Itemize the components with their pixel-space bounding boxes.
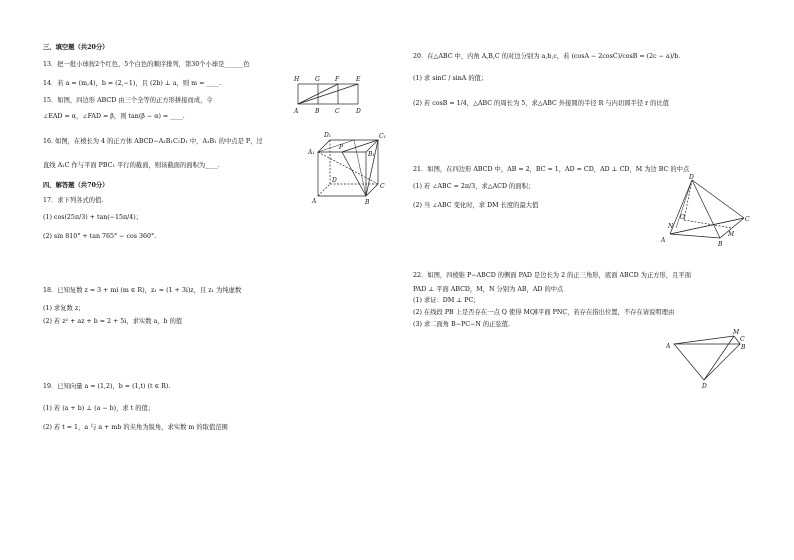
label-a: A <box>661 237 666 244</box>
label-d: D <box>332 177 337 184</box>
edge-dc <box>692 180 744 218</box>
section-line-1 <box>354 140 366 196</box>
segment-am <box>674 336 734 344</box>
question-22-part3: (3) 求二面角 B−PC−N 的正弦值. <box>413 321 511 328</box>
question-18-part1: (1) 求复数 z； <box>43 305 85 312</box>
question-16-line2: 直线 A₁C 作与平面 PBC₁ 平行的截面，则该截面的面积为____. <box>43 162 220 169</box>
question-14: 14．若 a = (m,4)，b = (2,−1)，且 (2b) ⊥ a，则 m = ____. <box>43 80 222 87</box>
section-line-2 <box>318 140 354 152</box>
label-a1: A₁ <box>308 149 315 156</box>
label-h: H <box>294 76 300 83</box>
question-20-part1: (1) 求 sinC / sinA 的值； <box>413 75 488 82</box>
label-c: C <box>380 183 385 190</box>
question-22-part2: (2) 在线段 PB 上是否存在一点 Q 使得 MQ∥平面 PNC，若存在指出位置，不存在请说明理由 <box>413 309 675 316</box>
label-m: M <box>733 329 740 336</box>
label-c: C <box>740 336 745 343</box>
question-20: 20．在△ABC 中，内角 A,B,C 的对边分别为 a,b,c，若 (cosA − 2cosC)/cosB = (2c − a)/b. <box>413 53 681 60</box>
question-21-part1: (1) 若 ∠ABC = 2π/3，求△ACD 的面积； <box>413 183 535 190</box>
question-13: 13．把一批小球按2个红色，5个白色的顺序排列，第30个小球是______色 <box>43 61 250 68</box>
question-18-part2: (2) 若 z² + az + b = 2 + 5i，求实数 a，b 的值 <box>43 318 183 325</box>
question-17-part1: (1) cos(25π/3) + tan(−15π/4)； <box>43 214 143 221</box>
label-e: E <box>356 76 361 83</box>
question-21-part2: (2) 当 ∠ABC 变化时，求 DM 长度的最大值 <box>413 202 539 209</box>
question-16-line1: 16. 如图，在棱长为 4 的正方体 ABCD−A₁B₁C₁D₁ 中，A₁B₁ 的中点是 P，过 <box>43 138 263 145</box>
label-c1: C₁ <box>379 133 386 140</box>
label-b: B <box>741 344 746 351</box>
question-19-part1: (1) 若 (a + b) ⊥ (a − b)，求 t 的值； <box>43 405 155 412</box>
label-c: C <box>745 216 750 223</box>
label-d: D <box>356 108 361 115</box>
question-18: 18．已知复数 z = 3 + mi (m ∈ R)，z₁ = (1 + 3i)z，且 z₁ 为纯虚数 <box>43 287 242 294</box>
label-b: B <box>315 108 320 115</box>
segment-bc1 <box>366 140 378 196</box>
quadrilateral-figure <box>660 176 752 248</box>
label-p: P <box>339 144 344 151</box>
section3-title: 三、填空题（共20分） <box>43 44 109 51</box>
question-15-line1: 15．如图，四边形 ABCD 由三个全等的正方形拼接而成，令 <box>43 97 213 104</box>
label-g: G <box>315 76 320 83</box>
label-o: O <box>680 214 685 221</box>
question-20-part2: (2) 若 cosB = 1/4，△ABC 的周长为 5，求△ABC 外接圆的半径 R 与内切圆半径 r 的比值 <box>413 100 670 107</box>
label-a: A <box>312 198 317 205</box>
segment-om <box>684 220 732 228</box>
label-a: A <box>666 343 671 350</box>
section4-title: 四、解答题（共70分） <box>43 182 109 189</box>
edge-db <box>692 180 720 238</box>
question-22-line1: 22．如图，四棱锥 P−ABCD 的侧面 PAD 是边长为 2 的正三角形，底面 ABCD 为正方形，且平面 <box>413 272 692 279</box>
diagonal-af <box>298 84 358 104</box>
edge-ad-hidden <box>318 184 330 196</box>
question-17-part2: (2) sin 810° + tan 765° − cos 360°. <box>43 233 157 240</box>
label-a: A <box>294 108 299 115</box>
question-19-part2: (2) 若 t = 1，a 与 a + mb 的夹角为锐角，求实数 m 的取值范围 <box>43 424 228 431</box>
cube-figure <box>308 132 388 206</box>
label-d1: D₁ <box>324 132 332 139</box>
label-b1: B₁ <box>368 151 375 158</box>
question-21: 21．如图，在四边形 ABCD 中，AB = 2，BC = 1，AD = CD，AD ⊥ CD，M 为边 BC 的中点 <box>413 166 690 173</box>
label-b: B <box>718 241 723 248</box>
label-m: M <box>728 231 735 238</box>
segment-pb <box>342 152 366 196</box>
three-squares-figure <box>292 74 370 120</box>
triangle-abd <box>674 344 740 380</box>
label-c: C <box>335 108 340 115</box>
edge-bc <box>366 184 378 196</box>
pyramid-base-figure <box>664 330 752 394</box>
label-b: B <box>365 199 370 206</box>
label-d: D <box>689 174 694 181</box>
question-19: 19．已知向量 a = (1,2)，b = (1,t) (t ∈ R). <box>43 383 171 390</box>
label-d: D <box>702 383 707 390</box>
question-22-line2: PAD ⊥ 平面 ABCD，M，N 分别为 AB，AD 的中点 <box>413 286 564 293</box>
label-f: F <box>335 76 340 83</box>
segment-md <box>704 336 734 380</box>
question-15-line2: ∠EAD = α，∠FAD = β，则 tan(β − α) = ____. <box>43 113 185 120</box>
label-n: N <box>668 223 674 230</box>
question-22-part1: (1) 求证：DM ⊥ PC； <box>413 297 480 304</box>
edge-da <box>670 180 692 234</box>
question-17: 17．求下列各式的值. <box>43 197 104 204</box>
